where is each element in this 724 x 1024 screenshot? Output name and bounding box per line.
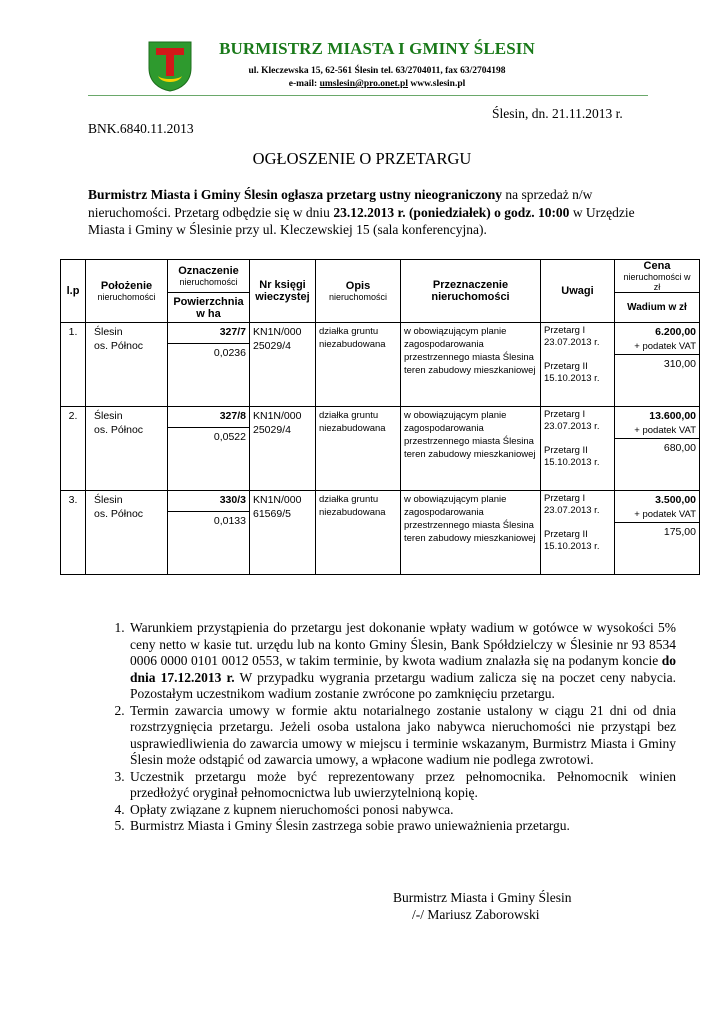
auction-date: 23.12.2013 r. (poniedziałek) o godz. 10:00 [333,204,570,220]
header-address: ul. Kleczewska 15, 62-561 Ślesin tel. 63/2704011, fax 63/2704198 [248,66,506,76]
intro-paragraph [88,186,648,239]
header-location: Położenie nieruchomości [86,260,168,323]
header-description: Opis nieruchomości [316,260,401,323]
intro-location: w Urzędzie Miasta i Gminy w Ślesinie przy ul. Kleczewskiej 15 (sala konferencyjna). [88,204,635,237]
header-purpose: Przeznaczenie nieruchomości [401,260,541,323]
deposit-deadline: do dnia 17.12.2013 r. [130,653,676,685]
place-date: Ślesin, dn. 21.11.2013 r. [492,106,623,121]
table-row: 1. Ślesin os. Północ 327/7 0,0236 KN1N/000 25029/4 działka gruntu niezabudowana w obowiązującym planie zagospodarowania przestrzennego miasta Ślesina teren zabudowy mieszkaniowej Przetarg I 23.07.2013 r. Przetarg II 15.10.2013 r. 6.200,00 + podatek VAT 310,00 [61,323,700,407]
header-divider [88,95,648,96]
header-price: Cena nieruchomości w zł [615,260,700,293]
condition-item: 2. Termin zawarcia umowy w formie aktu notarialnego zostanie ustalony w ciągu 21 dni od dnia rozstrzygnięcia przetargu. Jeżeli osoba ustalona jako nabywca nieruchomości nie przystąpi bez usprawiedliwienia do zawarcia umowy w miejscu i terminie wskazanym, Burmistrz Miasta i Gminy Ślesin może odstąpić od zawarcia umowy, a wpłacone wadium nie podlega zwrotowi. [128,703,676,769]
condition-item: 1. Warunkiem przystąpienia do przetargu jest dokonanie wpłaty wadium w gotówce w wysokości 5% ceny netto w kasie tut. urzędu lub na konto Gminy Ślesin, Bank Spółdzielczy w Ślesinie nr 93 8534 0006 0000 0101 0012 0553, w takim terminie, by kwota wadium znalazła się na podanym koncie do dnia 17.12.2013 r. W przypadku wygrania przetargu wadium zalicza się na poczet ceny nabycia. Pozostałym uczestnikom wadium zostanie zwrócone po zamknięciu przetargu. [128,620,676,703]
header-deposit: Wadium w zł [615,293,700,323]
header-remarks: Uwagi [541,260,615,323]
signature-name: /-/ Mariusz Zaborowski [412,907,540,922]
header-lp: l.p [61,260,86,323]
website-link[interactable]: www.slesin.pl [410,79,466,89]
intro-text: na sprzedaż n/w nieruchomości. Przetarg odbędzie się w dniu [88,187,593,220]
header-contact [207,79,547,89]
property-table [60,259,700,575]
intro-bold: Burmistrz Miasta i Gminy Ślesin ogłasza przetarg ustny nieograniczony [88,187,502,202]
table-row: 3. Ślesin os. Północ 330/3 0,0133 KN1N/000 61569/5 działka gruntu niezabudowana w obowiązującym planie zagospodarowania przestrzennego miasta Ślesina teren zabudowy mieszkaniowej Przetarg I 23.07.2013 r. Przetarg II 15.10.2013 r. 3.500,00 + podatek VAT 175,00 [61,491,700,575]
conditions-list [90,620,676,835]
condition-item: 4. Opłaty związane z kupnem nieruchomości ponosi nabywca. [128,802,676,819]
signature-title: Burmistrz Miasta i Gminy Ślesin [393,890,572,905]
email-label: e-mail: [288,79,318,89]
header-title: BURMISTRZ MIASTA I GMINY ŚLESIN [219,39,535,58]
condition-item: 5. Burmistrz Miasta i Gminy Ślesin zastrzega sobie prawo unieważnienia przetargu. [128,818,676,835]
condition-item: 3. Uczestnik przetargu może być reprezentowany przez pełnomocnika. Pełnomocnik winien przedłożyć oryginał pełnomocnictwa lub uwierzytelnioną kopię. [128,769,676,802]
table-row: 2. Ślesin os. Północ 327/8 0,0522 KN1N/000 25029/4 działka gruntu niezabudowana w obowiązującym planie zagospodarowania przestrzennego miasta Ślesina teren zabudowy mieszkaniowej Przetarg I 23.07.2013 r. Przetarg II 15.10.2013 r. 13.600,00 + podatek VAT 680,00 [61,407,700,491]
email-link[interactable]: umslesin@pro.onet.pl [319,79,408,89]
header-land-register: Nr księgi wieczystej [250,260,316,323]
document-title: OGŁOSZENIE O PRZETARGU [252,149,472,168]
header-designation: Oznaczenie nieruchomości [168,260,250,293]
coat-of-arms-logo [147,40,193,92]
reference-number: BNK.6840.11.2013 [88,121,194,136]
header-area: Powierzchnia w ha [168,293,250,323]
